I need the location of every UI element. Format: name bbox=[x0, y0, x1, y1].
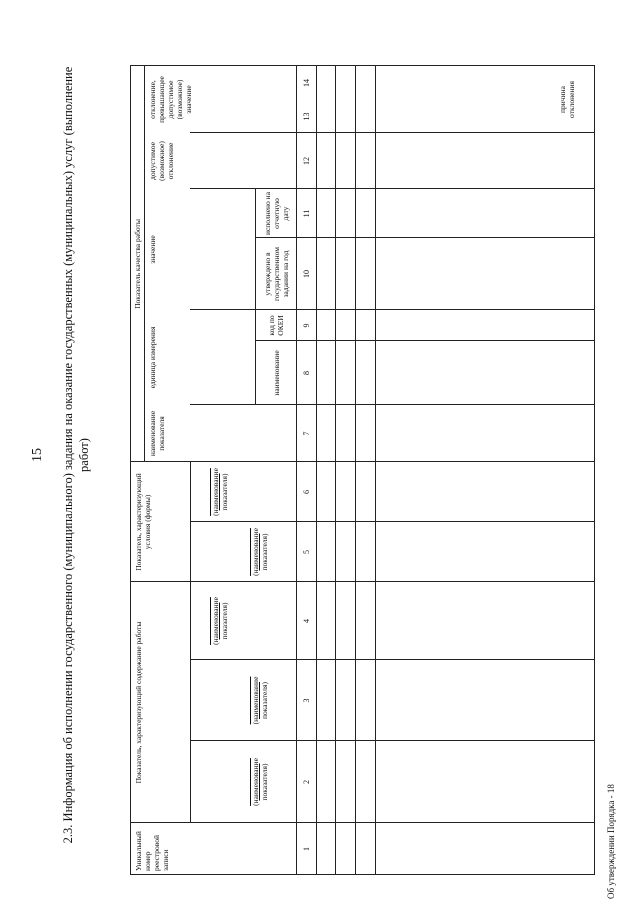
header-unique-number: Уникальный номер реестровой записи bbox=[134, 831, 170, 871]
col-num-3: 3 bbox=[302, 698, 311, 703]
quality-table bbox=[130, 65, 595, 875]
section-title: 2.3. Информация об исполнении государственного (муниципального) задания на оказание государственных (муниципальных) услуг (выполнение работ) bbox=[61, 66, 91, 844]
col-num-8: 8 bbox=[302, 371, 311, 375]
col-num-7: 7 bbox=[302, 431, 311, 436]
header-content-group: Показатель, характеризующий содержание работы bbox=[134, 621, 143, 784]
col-num-9: 9 bbox=[302, 323, 311, 328]
header-done: исполнено на отчетную дату bbox=[262, 191, 290, 236]
col-num-13: 13 bbox=[302, 112, 311, 121]
col-num-6: 6 bbox=[302, 490, 311, 494]
header-excess-deviation: отклонение, превышающее допустимое (возможное) значение bbox=[148, 76, 193, 123]
header-conditions-group: Показатель, характеризующий условия (формы) bbox=[134, 473, 152, 571]
header-approved: утверждено в государственном задании на год bbox=[262, 246, 290, 302]
page-number: 15 bbox=[30, 448, 45, 462]
sub-header-name-2: (наименование показателя) bbox=[251, 758, 269, 806]
header-value: значение bbox=[148, 235, 157, 264]
col-num-11: 11 bbox=[302, 209, 311, 218]
header-unit-name: наименование bbox=[271, 350, 281, 396]
col-num-4: 4 bbox=[302, 619, 311, 623]
header-okei-code: код по ОКЕИ bbox=[267, 315, 285, 336]
header-reason: причина отклонения bbox=[558, 81, 576, 118]
sub-header-name-4: (наименование показателя) bbox=[211, 597, 229, 645]
footer-text: Об утверждении Порядка - 18 bbox=[606, 784, 616, 899]
col-num-14: 14 bbox=[302, 79, 311, 87]
col-num-5: 5 bbox=[302, 550, 311, 554]
header-quality-group: Показатель качества работы bbox=[133, 219, 142, 309]
header-unit: единица измерения bbox=[148, 326, 157, 389]
col-num-2: 2 bbox=[302, 780, 311, 784]
sub-header-name-6: (наименование показателя) bbox=[211, 468, 229, 516]
col-num-10: 10 bbox=[302, 270, 311, 278]
col-num-1: 1 bbox=[302, 847, 311, 851]
col-num-12: 12 bbox=[302, 157, 311, 165]
sub-header-name-5: (наименование показателя) bbox=[251, 528, 269, 576]
header-allowed-deviation: допустимое (возможное) отклонение bbox=[148, 141, 175, 181]
header-indicator-name: наименование показателя bbox=[148, 410, 166, 457]
sub-header-name-3: (наименование показателя) bbox=[251, 676, 269, 725]
